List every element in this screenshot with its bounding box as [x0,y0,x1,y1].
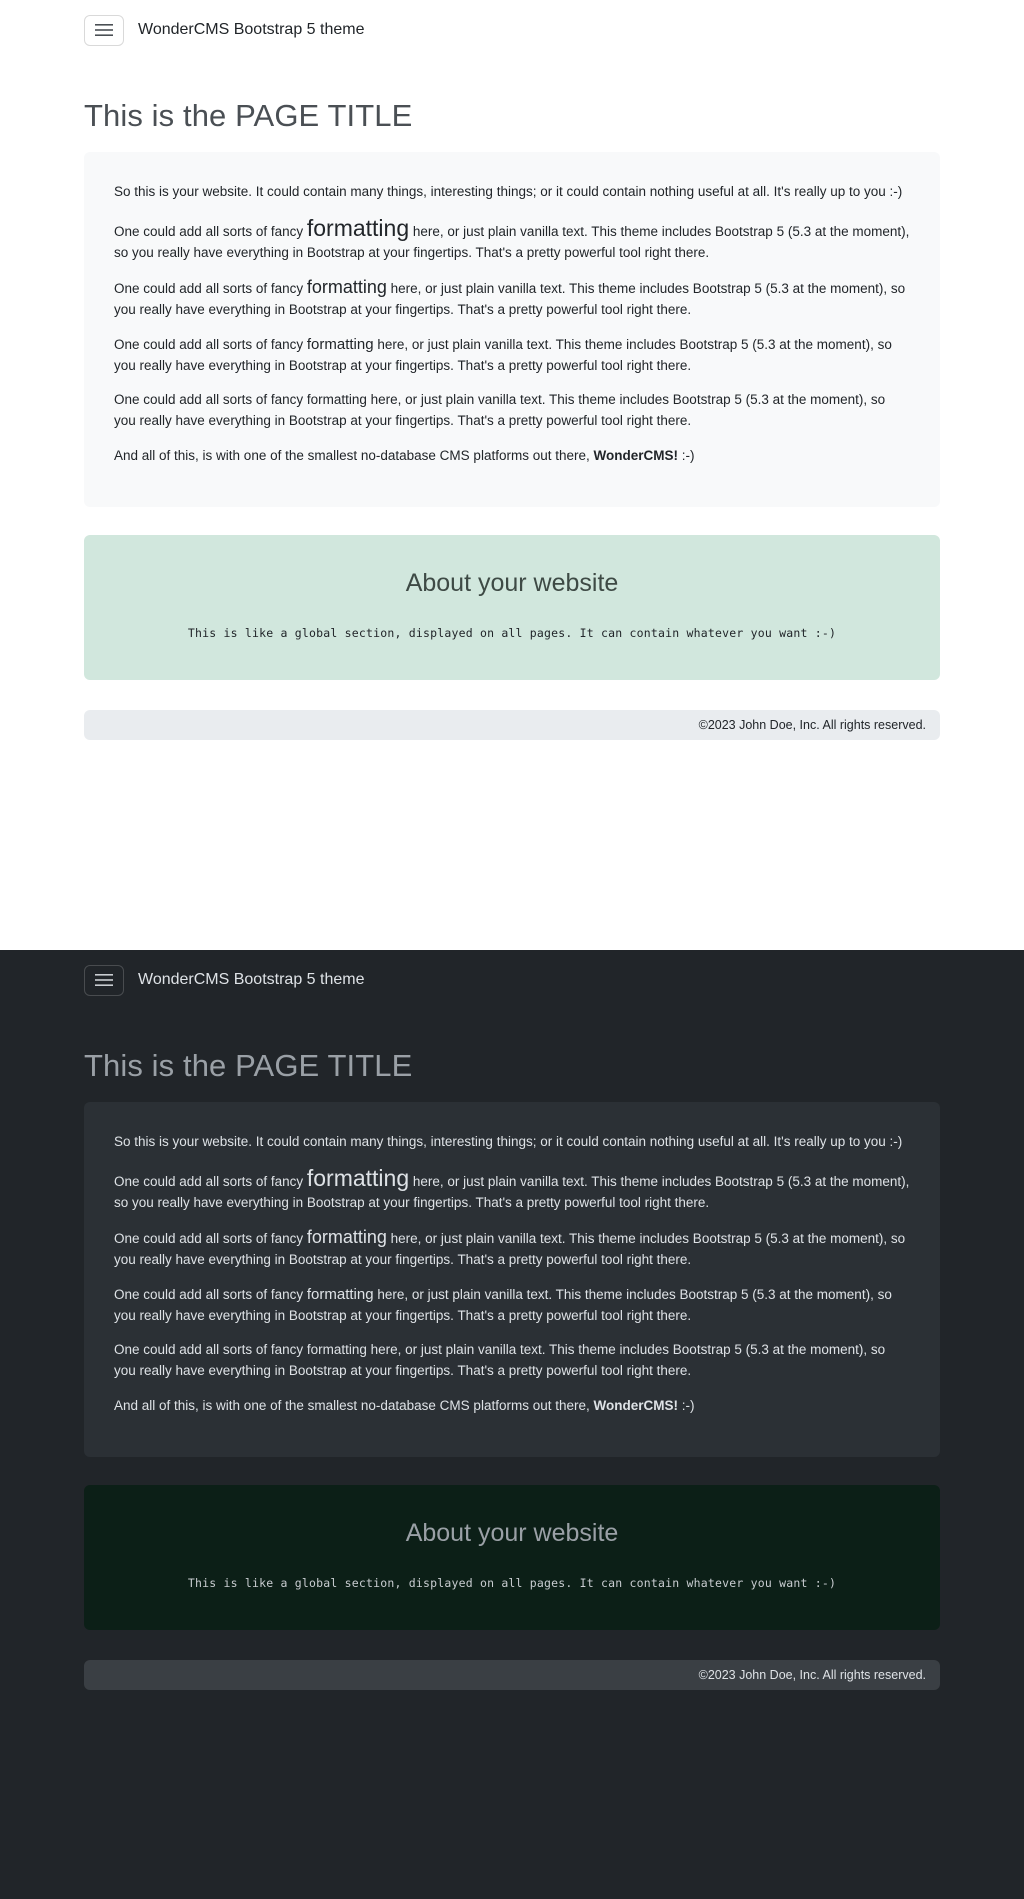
paragraph-emphasis: formatting [306,1226,387,1247]
paragraph-lead: One could add all sorts of fancy [114,392,307,408]
page-container-light [84,98,940,740]
page-title: This is the PAGE TITLE [84,98,413,133]
about-title: About your website [405,1519,619,1548]
formatting-paragraph-4 [114,1340,910,1382]
footer [84,1660,940,1690]
page-container-dark [84,1048,940,1690]
paragraph-tail: here, or just plain vanilla text. This theme includes Bootstrap 5 (5.3 at the moment), so you really have everything in Bootstrap at your fingertips. That's a pretty powerful tool right there. [114,223,910,260]
formatting-paragraph-3 [114,1285,910,1327]
paragraph-tail: here, or just plain vanilla text. This theme includes Bootstrap 5 (5.3 at the moment), so you really have everything in Bootstrap at your fingertips. That's a pretty powerful tool right there. [114,1230,906,1267]
paragraph-tail: here, or just plain vanilla text. This theme includes Bootstrap 5 (5.3 at the moment), so you really have everything in Bootstrap at your fingertips. That's a pretty powerful tool right there. [114,1286,892,1323]
closing-paragraph [114,1396,910,1417]
intro-paragraph: So this is your website. It could contain many things, interesting things; or it could contain nothing useful at all. It's really up to you :-) [114,1134,903,1149]
paragraph-tail: here, or just plain vanilla text. This theme includes Bootstrap 5 (5.3 at the moment), so you really have everything in Bootstrap at your fingertips. That's a pretty powerful tool right there. [114,392,886,429]
paragraph-lead: One could add all sorts of fancy [114,280,307,296]
closing-tail: :-) [678,1398,695,1414]
navbar-brand[interactable]: WonderCMS Bootstrap 5 theme [138,21,365,39]
paragraph-lead: One could add all sorts of fancy [114,223,307,239]
navbar-dark [0,950,1024,1010]
formatting-paragraph-1 [114,1164,910,1214]
paragraph-lead: One could add all sorts of fancy [114,1286,307,1302]
paragraph-lead: One could add all sorts of fancy [114,1230,307,1246]
paragraph-emphasis: formatting [306,1342,367,1358]
paragraph-tail: here, or just plain vanilla text. This theme includes Bootstrap 5 (5.3 at the moment), so you really have everything in Bootstrap at your fingertips. That's a pretty powerful tool right there. [114,280,906,317]
paragraph-emphasis: formatting [306,1285,374,1303]
paragraph-tail: here, or just plain vanilla text. This theme includes Bootstrap 5 (5.3 at the moment), so you really have everything in Bootstrap at your fingertips. That's a pretty powerful tool right there. [114,1342,886,1379]
footer [84,710,940,740]
formatting-paragraph-3 [114,335,910,377]
formatting-paragraph-4 [114,390,910,432]
hamburger-menu-icon [95,23,113,37]
footer-copyright: ©2023 John Doe, Inc. All rights reserved. [698,718,926,733]
formatting-paragraph-2 [114,278,910,321]
formatting-paragraph-1 [114,214,910,264]
paragraph-lead: One could add all sorts of fancy [114,1173,307,1189]
paragraph-tail: here, or just plain vanilla text. This theme includes Bootstrap 5 (5.3 at the moment), so you really have everything in Bootstrap at your fingertips. That's a pretty powerful tool right there. [114,1173,910,1210]
page-title: This is the PAGE TITLE [84,1048,413,1083]
paragraph-emphasis: formatting [306,214,410,241]
closing-tail: :-) [678,448,695,464]
paragraph-emphasis: formatting [306,335,374,353]
about-text: This is like a global section, displayed on all pages. It can contain whatever you want :-) [187,1576,837,1591]
paragraph-lead: One could add all sorts of fancy [114,1342,307,1358]
theme-preview-dark [0,950,1024,1899]
wondercms-mention: WonderCMS! [593,448,678,464]
paragraph-emphasis: formatting [306,1164,410,1191]
about-section [84,1485,940,1630]
about-text: This is like a global section, displayed on all pages. It can contain whatever you want :-) [187,626,837,641]
about-title: About your website [405,569,619,598]
paragraph-emphasis: formatting [306,276,387,297]
navbar-light [0,0,1024,60]
wondercms-mention: WonderCMS! [593,1398,678,1414]
closing-paragraph [114,446,910,467]
about-section [84,535,940,680]
paragraph-tail: here, or just plain vanilla text. This theme includes Bootstrap 5 (5.3 at the moment), so you really have everything in Bootstrap at your fingertips. That's a pretty powerful tool right there. [114,336,892,373]
intro-paragraph: So this is your website. It could contain many things, interesting things; or it could contain nothing useful at all. It's really up to you :-) [114,184,903,199]
content-card [84,152,940,507]
navbar-toggler-button[interactable] [84,15,124,46]
closing-lead: And all of this, is with one of the smallest no-database CMS platforms out there, [114,1398,594,1414]
navbar-toggler-button[interactable] [84,965,124,996]
closing-lead: And all of this, is with one of the smallest no-database CMS platforms out there, [114,448,594,464]
paragraph-emphasis: formatting [306,392,367,408]
navbar-brand[interactable]: WonderCMS Bootstrap 5 theme [138,971,365,989]
paragraph-lead: One could add all sorts of fancy [114,336,307,352]
footer-copyright: ©2023 John Doe, Inc. All rights reserved. [698,1668,926,1683]
content-card [84,1102,940,1457]
formatting-paragraph-2 [114,1228,910,1271]
hamburger-menu-icon [95,973,113,987]
